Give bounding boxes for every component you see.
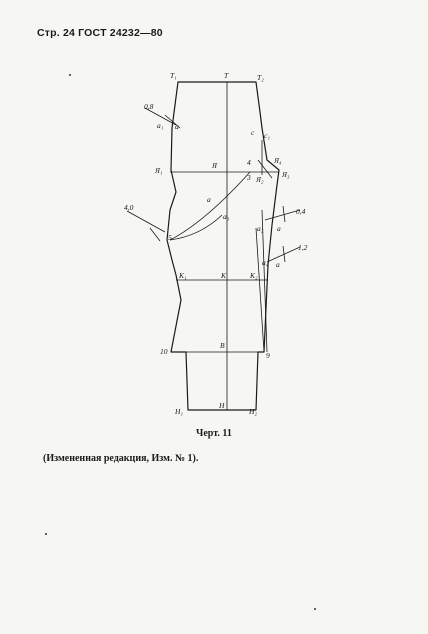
point-label: Н [219,401,225,410]
point-label: 1,2 [298,243,308,252]
point-label: а [276,260,280,269]
point-label: 3 [247,173,251,182]
point-label: а₂ [257,224,264,233]
point-label: а₃ [223,212,230,221]
point-label: К₁ [179,271,187,280]
point-label: Н₁ [175,407,184,416]
point-label: а₄ [262,258,269,267]
point-label: 0,8 [144,102,154,111]
point-label: В [220,341,225,350]
point-label: 5 [168,233,172,242]
revision-note: (Измененная редакция, Изм. № 1). [43,453,199,464]
point-label: а [277,224,281,233]
speck [45,533,47,535]
point-label: Я₃ [282,170,290,179]
figure-caption: Черт. 11 [196,428,232,439]
point-label: а₁ [157,121,164,130]
point-label: с₁ [264,131,270,140]
point-label: Я₁ [155,166,163,175]
page-header: Стр. 24 ГОСТ 24232—80 [37,27,163,39]
leader-04 [265,210,300,220]
point-label: 0,4 [296,207,306,216]
leader-40 [127,211,165,232]
point-label: 10 [160,347,168,356]
point-label: Н₂ [249,407,258,416]
point-label: с [251,128,255,137]
point-label: а [175,122,179,131]
point-label: Т₂ [257,73,264,82]
point-label: 4 [247,158,251,167]
point-label: К [221,271,226,280]
speck [69,74,71,76]
point-label: Я₂ [256,175,264,184]
crotch-curve [170,172,250,240]
panel-outline [167,82,279,410]
crotch-curve-2 [170,215,222,240]
point-label: Т₁ [170,71,177,80]
point-label: Т [224,71,229,80]
speck [314,608,316,610]
point-label: а [207,195,211,204]
point-label: Я [212,161,217,170]
point-label: К₂ [250,271,258,280]
point-label: 4,0 [124,203,134,212]
side-line-2 [256,228,264,352]
point-label: Я₄ [274,156,282,165]
point-label: 9 [266,351,270,360]
